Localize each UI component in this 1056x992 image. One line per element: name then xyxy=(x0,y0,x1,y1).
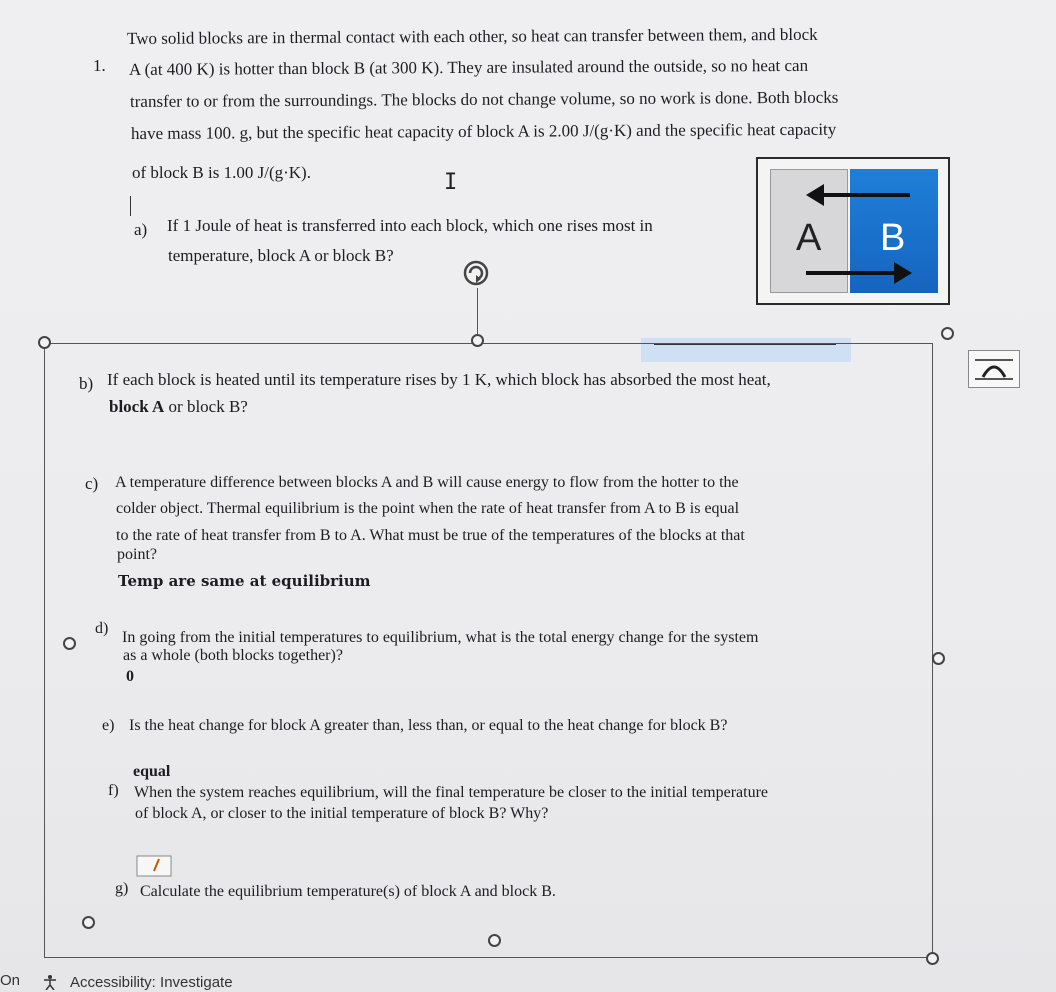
blocks-diagram[interactable] xyxy=(756,157,950,305)
q1-number: 1. xyxy=(93,56,106,75)
layout-options-icon[interactable] xyxy=(968,350,1020,388)
accessibility-status[interactable]: Accessibility: Investigate xyxy=(70,974,233,991)
qe-label: e) xyxy=(102,717,115,734)
qb-line-1: If each block is heated until its temperature rises by 1 K, which block has absorbed the most heat, xyxy=(107,370,771,389)
q1-line-2: A (at 400 K) is hotter than block B (at 300 K). They are insulated around the outside, so no heat can xyxy=(128,55,809,79)
text-caret xyxy=(130,196,131,216)
qd-line-1: In going from the initial temperatures to equilibrium, what is the total energy change for the system xyxy=(122,629,759,646)
qa-line-1: If 1 Joule of heat is transferred into each block, which one rises most in xyxy=(167,216,653,235)
rotate-handle-icon[interactable] xyxy=(461,258,491,288)
qe-line-1: Is the heat change for block A greater than, less than, or equal to the heat change for block B? xyxy=(129,717,728,734)
arrow-left-icon xyxy=(806,181,912,209)
handle-middle-left[interactable] xyxy=(63,637,76,650)
qf-line-2: of block A, or closer to the initial temperature of block B? Why? xyxy=(135,805,549,822)
qc-line-1: A temperature difference between blocks A and B will cause energy to flow from the hotter to the xyxy=(115,474,739,491)
handle-top-center[interactable] xyxy=(471,334,484,347)
qe-answer: equal xyxy=(133,763,171,780)
qd-line-2: as a whole (both blocks together)? xyxy=(123,647,343,664)
qc-line-4: point? xyxy=(117,546,157,563)
handle-top-right[interactable] xyxy=(941,327,954,340)
qd-label: d) xyxy=(95,620,109,637)
qd-answer: 0 xyxy=(126,668,134,685)
qb-answer: block A xyxy=(109,397,165,416)
block-b-label: B xyxy=(880,217,906,259)
spelling-check-icon[interactable] xyxy=(136,855,172,877)
ibeam-cursor: I xyxy=(444,170,458,195)
qb-answer-rest: or block B? xyxy=(164,397,248,416)
q1-line-4: have mass 100. g, but the specific heat capacity of block A is 2.00 J/(g·K) and the specific heat capacity xyxy=(130,119,837,143)
qg-line-1: Calculate the equilibrium temperature(s) of block A and block B. xyxy=(140,883,556,900)
arrow-right-icon xyxy=(806,259,912,287)
qb-answer-line xyxy=(109,397,248,417)
handle-bottom-left[interactable] xyxy=(82,916,95,929)
qf-label: f) xyxy=(108,782,119,799)
qb-label: b) xyxy=(79,374,94,393)
qc-label: c) xyxy=(85,474,99,493)
qc-line-2: colder object. Thermal equilibrium is the point when the rate of heat transfer from A to B is equal xyxy=(116,500,740,517)
handle-bottom-right[interactable] xyxy=(926,952,939,965)
rotate-connector xyxy=(477,288,478,334)
qa-label: a) xyxy=(134,220,148,239)
qc-answer: Temp are same at equilibrium xyxy=(118,572,371,590)
accessibility-icon[interactable] xyxy=(42,974,64,990)
handle-middle-right[interactable] xyxy=(932,652,945,665)
block-a-label: A xyxy=(796,217,822,259)
q1-line-1: Two solid blocks are in thermal contact with each other, so heat can transfer between them, and block xyxy=(126,24,818,48)
status-left-text: On xyxy=(0,972,21,989)
q1-line-5: of block B is 1.00 J/(g·K). xyxy=(132,163,311,182)
qa-line-2: temperature, block A or block B? xyxy=(168,246,394,265)
qc-line-3: to the rate of heat transfer from B to A. What must be true of the temperatures of the blocks at that xyxy=(116,527,745,544)
qg-label: g) xyxy=(115,880,129,897)
status-bar xyxy=(0,968,1056,992)
handle-top-left[interactable] xyxy=(38,336,51,349)
qf-line-1: When the system reaches equilibrium, will the final temperature be closer to the initial temperature xyxy=(134,784,768,801)
handle-bottom-center[interactable] xyxy=(488,934,501,947)
q1-line-3: transfer to or from the surroundings. The blocks do not change volume, so no work is done. Both blocks xyxy=(129,87,839,111)
